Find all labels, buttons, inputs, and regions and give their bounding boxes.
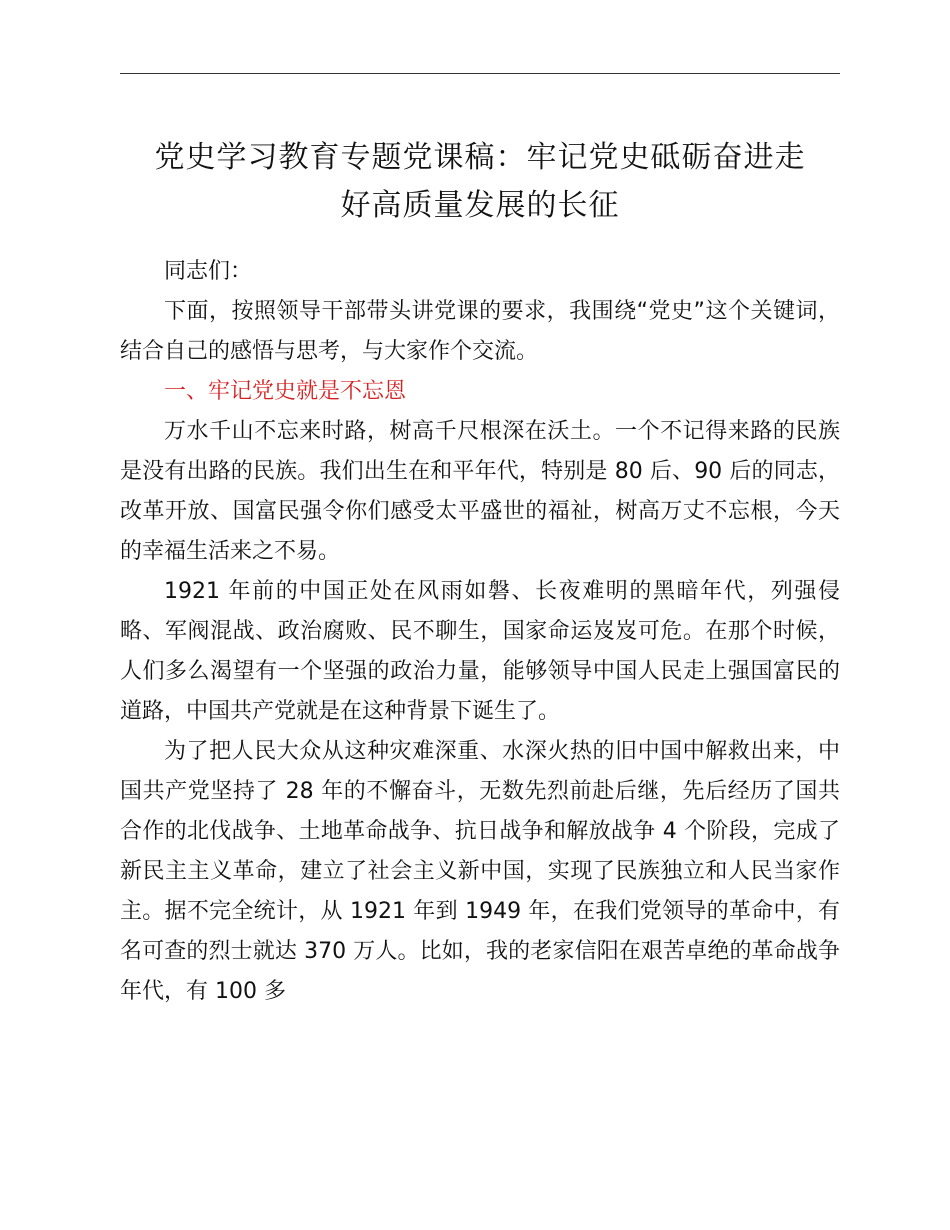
title-line-2: 好高质量发展的长征 bbox=[340, 188, 620, 223]
document-title bbox=[110, 134, 850, 230]
body-paragraph: 万水千山不忘来时路，树高千尺根深在沃土。一个不记得来路的民族是没有出路的民族。我们出生在和平年代，特别是 80 后、90 后的同志，改革开放、国富民强令你们感受太平盛世的福祉，树高万丈不忘根，今天的幸福生活来之不易。 bbox=[120, 419, 840, 564]
document-body bbox=[120, 252, 840, 1012]
body-paragraph: 为了把人民大众从这种灾难深重、水深火热的旧中国中解救出来，中国共产党坚持了 28 年的不懈奋斗，无数先烈前赴后继，先后经历了国共合作的北伐战争、土地革命战争、抗日战争和解放战争 4 个阶段，完成了新民主主义革命，建立了社会主义新中国，实现了民族独立和人民当家作主。据不完全统计，从 1921 年到 1949 年，在我们党领导的革命中，有名可查的烈士就达 370 万人。比如，我的老家信阳在艰苦卓绝的革命战争年代，有 100 多 bbox=[120, 739, 840, 1004]
salutation: 同志们： bbox=[164, 259, 253, 284]
intro-paragraph: 下面，按照领导干部带头讲党课的要求，我围绕“党史”这个关键词，结合自己的感悟与思考，与大家作个交流。 bbox=[120, 299, 840, 364]
body-paragraph: 1921 年前的中国正处在风雨如磐、长夜难明的黑暗年代，列强侵略、军阀混战、政治腐败、民不聊生，国家命运岌岌可危。在那个时候，人们多么渴望有一个坚强的政治力量，能够领导中国人民走上强国富民的道路，中国共产党就是在这种背景下诞生了。 bbox=[120, 579, 840, 724]
title-line-1: 党史学习教育专题党课稿：牢记党史砥砺奋进走 bbox=[154, 140, 806, 175]
section-heading: 一、牢记党史就是不忘恩 bbox=[164, 379, 407, 404]
header-rule bbox=[120, 73, 840, 74]
